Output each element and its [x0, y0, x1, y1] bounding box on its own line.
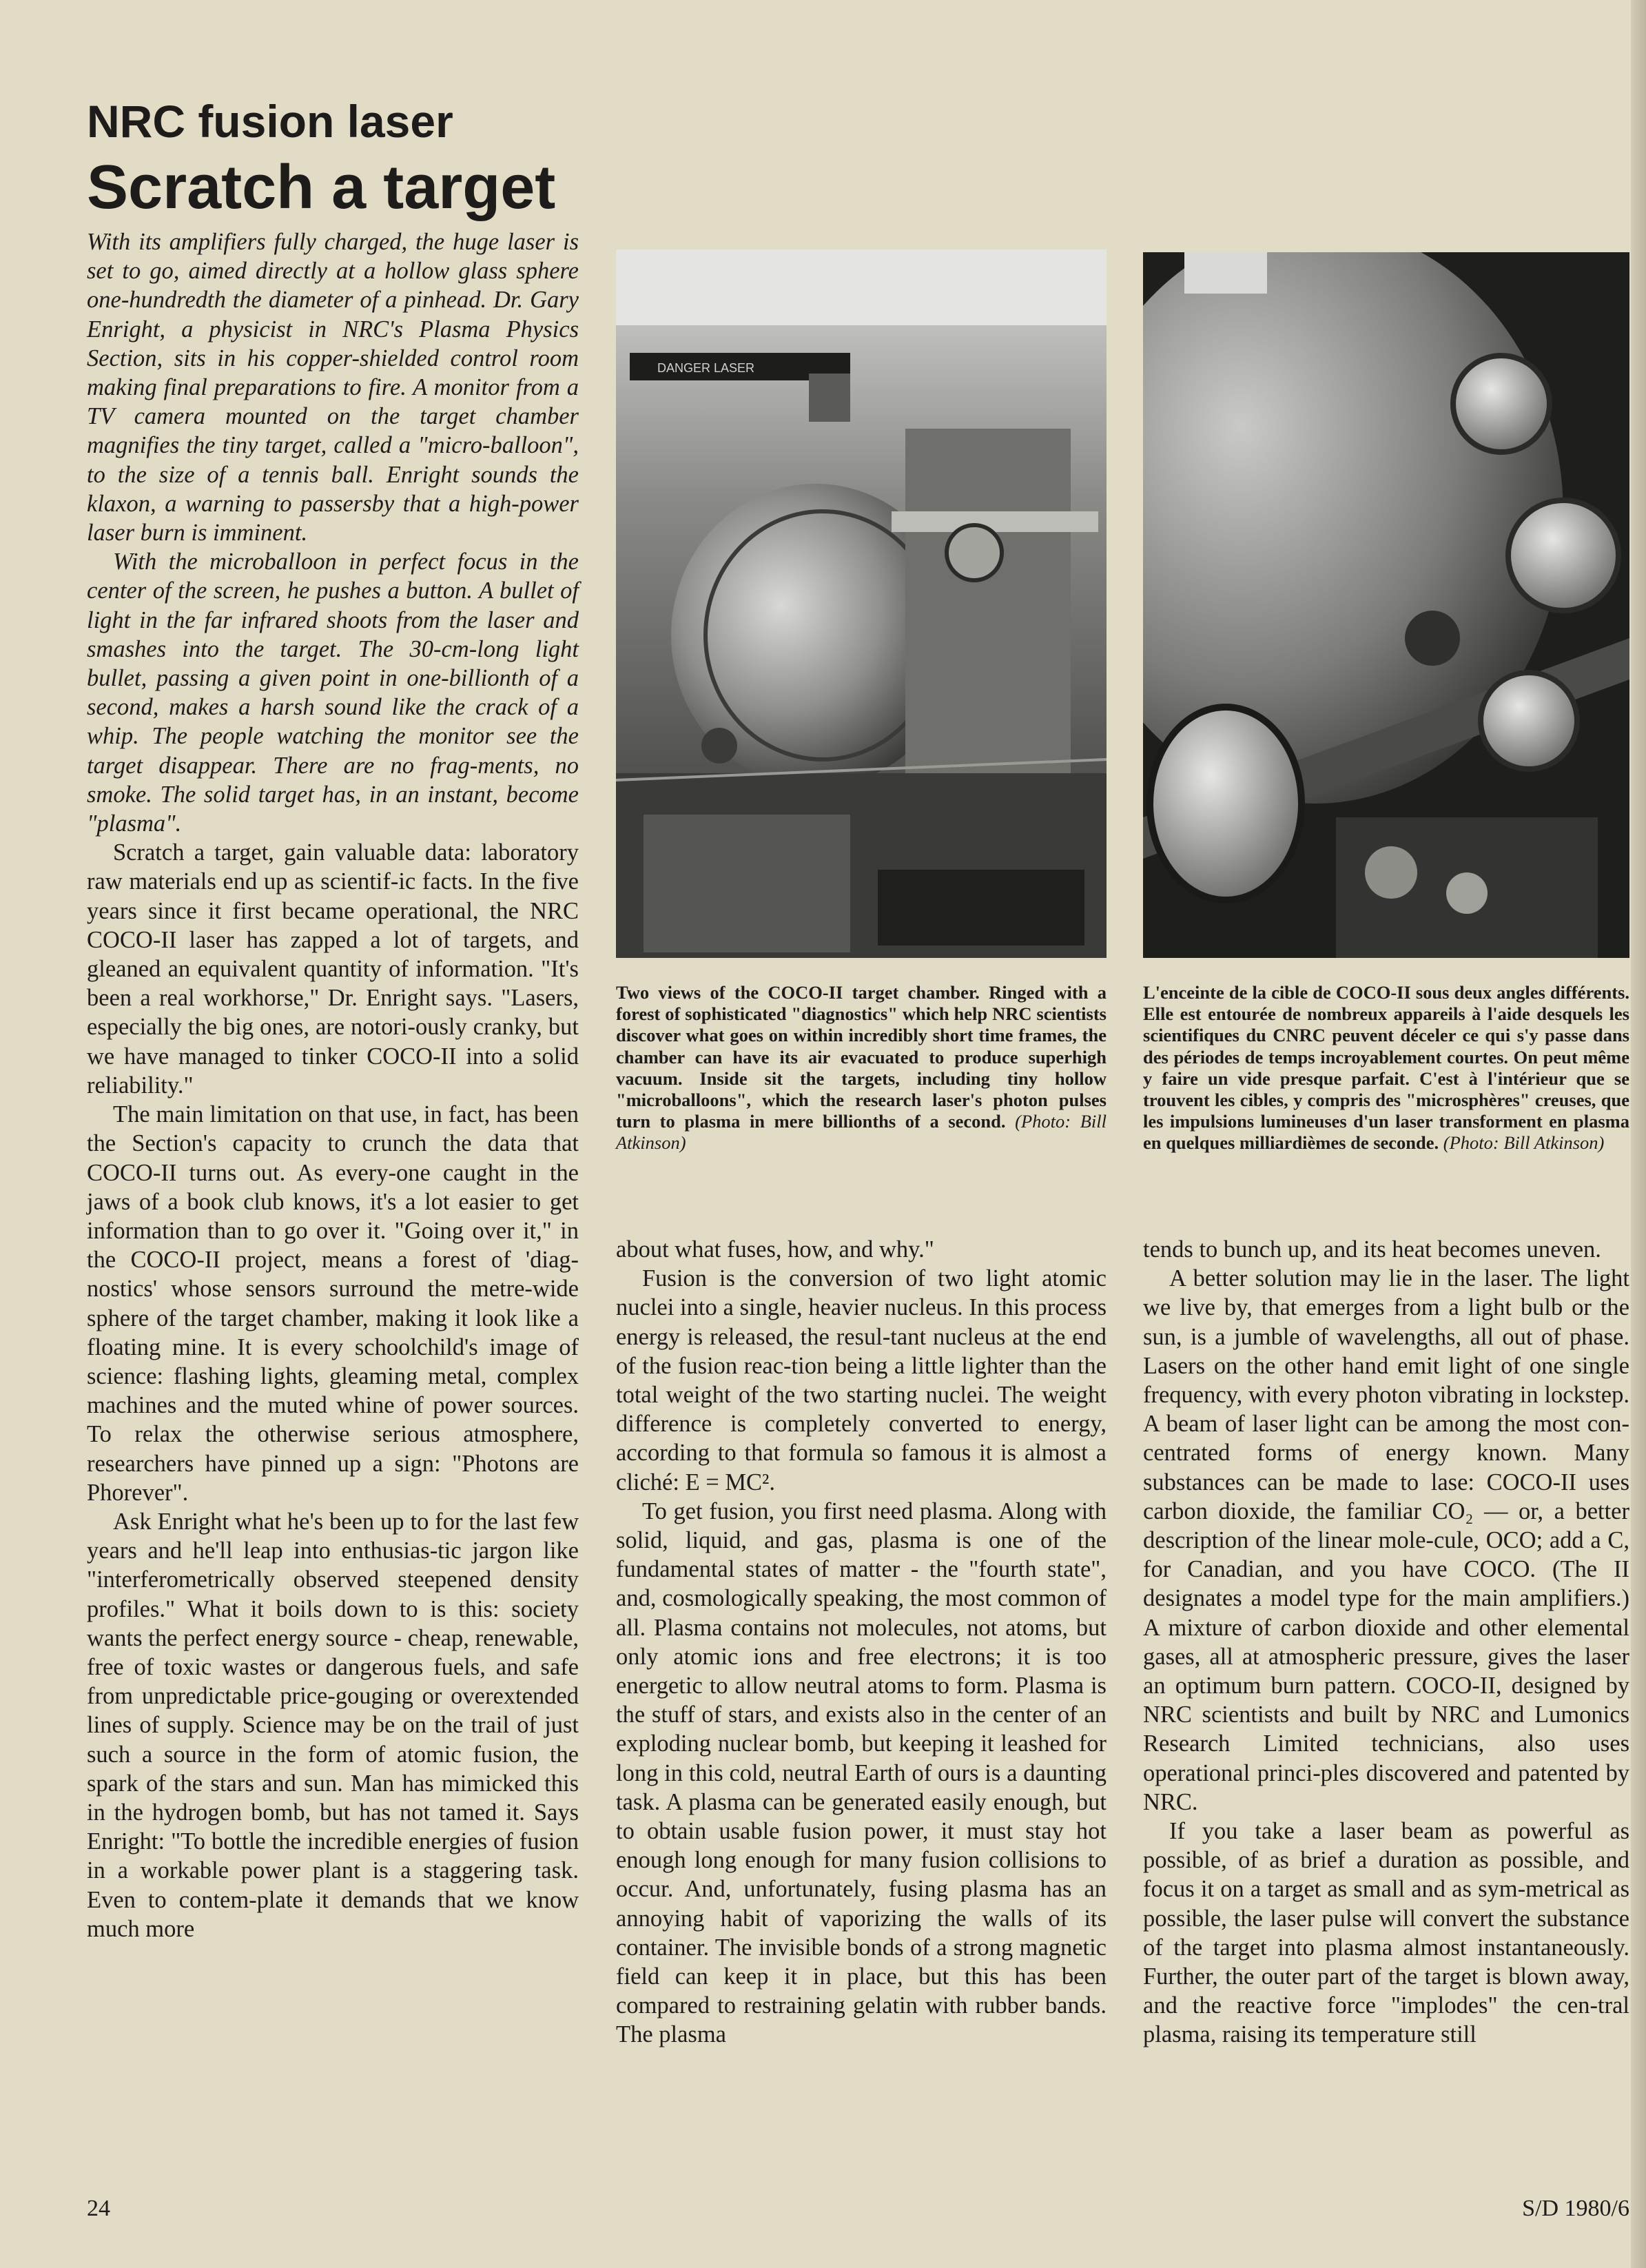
intro-paragraph-2: With the microballoon in perfect focus in the center of the screen, he pushes a button. A bullet of light in the far infrared shoots from the laser and smashes into the target. The 30-cm-long light bullet, passing a given point in one-billionth of a second, makes a harsh sound like the crack of a whip. The people watching the monitor see the target disappear. There are no frag-ments, no smoke. The solid target has, in an instant, become "plasma".: [87, 549, 579, 837]
column-1: [87, 227, 579, 1943]
column-3: [1143, 1235, 1629, 2050]
photo-caption-french: [1143, 982, 1629, 1154]
body-paragraph: Fusion is the conversion of two light atomic nuclei into a single, heavier nucleus. In this process energy is released, the resul-tant nucleus at the end of the fusion reac-tion being a little lighter than the total weight of the two starting nuclei. The weight difference is completely converted to energy, according to that formula so famous it is almost a cliché: E = MC².: [616, 1265, 1107, 1495]
intro-paragraph-1: With its amplifiers fully charged, the huge laser is set to go, aimed directly at a hollow glass sphere one-hundredth the diameter of a pinhead. Dr. Gary Enright, a physicist in NRC's Plasma Physics Section, sits in his copper-shielded control room making final preparations to fire. A monitor from a TV camera mounted on the target chamber magnifies the tiny target, called a "micro-balloon", to the size of a tennis ball. Enright sounds the klaxon, a warning to passersby that a high-power laser burn is imminent.: [87, 229, 579, 546]
body-paragraph: Scratch a target, gain valuable data: laboratory raw materials end up as scientif-ic facts. In the five years since it first became operational, the NRC COCO-II laser has zapped a lot of targets, and gleaned an equivalent quantity of information. "It's been a real workhorse," Dr. Enright says. "Lasers, especially the big ones, are notori-ously cranky, but we have managed to tinker COCO-II into a solid reliability.": [87, 839, 579, 1099]
issue-folio: S/D 1980/6: [1522, 2196, 1629, 2221]
body-paragraph: The main limitation on that use, in fact, has been the Section's capacity to crunch the data that COCO-II turns out. As every-one caught in the jaws of a book club knows, it's a lot easier to get information than to go over it. "Going over it," in the COCO-II project, means a forest of 'diag-nostics' whose sensors surround the metre-wide sphere of the target chamber, making it look like a floating mine. It is every schoolchild's image of science: flashing lights, gleaming metal, complex machines and the muted whine of power sources. To relax the otherwise serious atmosphere, researchers have pinned up a sign: "Photons are Phorever".: [87, 1101, 579, 1506]
page-edge: [1631, 0, 1646, 2268]
photo-target-chamber-diagnostics: [1143, 252, 1629, 958]
photo-credit: (Photo: Bill Atkinson): [616, 1111, 1107, 1154]
photo-caption-english: [616, 982, 1107, 1154]
column-2: [616, 1235, 1107, 2050]
warning-sign: DANGER LASER: [657, 361, 755, 375]
headline: Scratch a target: [87, 153, 556, 222]
body-paragraph: Ask Enright what he's been up to for the last few years and he'll leap into enthusias-tic jargon like "interferometrically observed steepened density profiles." What it boils down to is this: society wants the perfect energy source - cheap, renewable, free of toxic wastes or dangerous fuels, and safe from unpredictable price-gouging or overextended lines of supply. Science may be on the trail of just such a source in the form of atomic fusion, the spark of the stars and sun. Man has mimicked this in the hydrogen bomb, but has not tamed it. Says Enright: "To bottle the incredible energies of fusion in a workable power plant is a staggering task. Even to contem-plate it demands that we know much more: [87, 1508, 579, 1942]
kicker: NRC fusion laser: [87, 96, 453, 147]
body-paragraph: tends to bunch up, and its heat becomes uneven.: [1143, 1236, 1601, 1263]
page-number: 24: [87, 2196, 110, 2221]
caption-text: L'enceinte de la cible de COCO-II sous deux angles différents. Elle est entourée de nombreux appareils à l'aide desquels les scientifiques du CNRC peuvent déceler ce qui s'y passe dans des périodes de temps incroyablement courtes. On peut même y faire un vide presque parfait. C'est à l'intérieur que se trouvent les cibles, y compris des "microsphères" creuses, que les impulsions lumineuses d'un laser transforment en plasma en quelques milliardièmes de seconde.: [1143, 982, 1629, 1154]
body-paragraph: If you take a laser beam as powerful as possible, of as brief a duration as possible, and focus it on a target as small and as sym-metrical as possible, the laser pulse will convert the substance of the target into plasma almost instantaneously. Further, the outer part of the target is blown away, and the reactive force "implodes" the cen-tral plasma, raising its temperature still: [1143, 1818, 1629, 2048]
caption-text: Two views of the COCO-II target chamber. Ringed with a forest of sophisticated "diagnostics" which help NRC scientists discover what goes on within incredibly short time frames, the chamber can have its air evacuated to produce superhigh vacuum. Inside sit the targets, including tiny hollow "microballoons", which the research laser's photon pulses turn to plasma in mere billionths of a second.: [616, 982, 1107, 1132]
photo-target-chamber-front: [616, 249, 1107, 958]
body-paragraph: To get fusion, you first need plasma. Along with solid, liquid, and gas, plasma is one of the fundamental states of matter - the "fourth state", and, cosmologically speaking, the most common of all. Plasma contains not molecules, not atoms, but only atomic ions and free electrons; it is too energetic to allow neutral atoms to form. Plasma is the stuff of stars, and exists also in the center of an exploding nuclear bomb, but keeping it leashed for long in this cold, neutral Earth of ours is a daunting task. A plasma can be generated easily enough, but to obtain usable fusion power, it must stay hot enough long enough for many fusion collisions to occur. And, unfortunately, fusing plasma has an annoying habit of vaporizing the walls of its container. The invisible bonds of a strong magnetic field can keep it in place, but this has been compared to restraining gelatin with rubber bands. The plasma: [616, 1498, 1107, 2048]
photo-credit: (Photo: Bill Atkinson): [1443, 1132, 1605, 1154]
body-paragraph: A better solution may lie in the laser. The light we live by, that emerges from a light bulb or the sun, is a jumble of wavelengths, all out of phase. Lasers on the other hand emit light of one single frequency, with every photon vibrating in lockstep. A beam of laser light can be among the most con-centrated forms of energy known. Many substances can be made to lase: COCO-II uses carbon dioxide, the familiar CO₂ — or, a better description of the linear mole-cule, OCO; add a C, for Canadian, and you have COCO. (The II designates a model type for the main amplifiers.) A mixture of carbon dioxide and other elemental gases, all at atmospheric pressure, gives the laser an optimum burn pattern. COCO-II, designed by NRC scientists and built by NRC and Lumonics Research Limited technicians, also uses operational princi-ples discovered and patented by NRC.: [1143, 1265, 1629, 1815]
body-paragraph: about what fuses, how, and why.": [616, 1236, 934, 1263]
